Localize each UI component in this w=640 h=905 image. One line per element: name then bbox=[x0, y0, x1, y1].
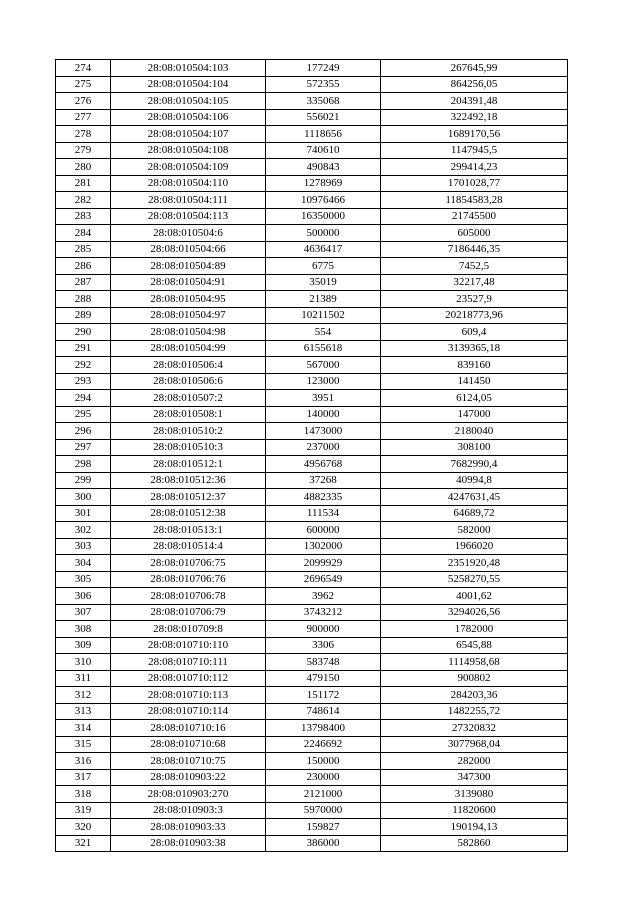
row-number-cell: 303 bbox=[56, 538, 111, 555]
cadastral-number-cell: 28:08:010504:95 bbox=[111, 291, 266, 308]
area-cell: 1118656 bbox=[266, 126, 381, 143]
area-cell: 35019 bbox=[266, 274, 381, 291]
table-row bbox=[56, 621, 568, 638]
area-cell: 554 bbox=[266, 324, 381, 341]
row-number-cell: 309 bbox=[56, 637, 111, 654]
value-cell: 21745500 bbox=[381, 208, 568, 225]
table-row bbox=[56, 373, 568, 390]
cadastral-number-cell: 28:08:010506:6 bbox=[111, 373, 266, 390]
area-cell: 21389 bbox=[266, 291, 381, 308]
value-cell: 23527,9 bbox=[381, 291, 568, 308]
value-cell: 7682990,4 bbox=[381, 456, 568, 473]
table-row bbox=[56, 819, 568, 836]
area-cell: 900000 bbox=[266, 621, 381, 638]
row-number-cell: 276 bbox=[56, 93, 111, 110]
row-number-cell: 300 bbox=[56, 489, 111, 506]
data-table bbox=[55, 59, 568, 852]
table-row bbox=[56, 654, 568, 671]
area-cell: 748614 bbox=[266, 703, 381, 720]
table-row bbox=[56, 769, 568, 786]
table-row bbox=[56, 670, 568, 687]
table-row bbox=[56, 93, 568, 110]
row-number-cell: 305 bbox=[56, 571, 111, 588]
row-number-cell: 302 bbox=[56, 522, 111, 539]
table-row bbox=[56, 720, 568, 737]
cadastral-number-cell: 28:08:010706:79 bbox=[111, 604, 266, 621]
cadastral-number-cell: 28:08:010510:3 bbox=[111, 439, 266, 456]
table-row bbox=[56, 76, 568, 93]
table-row bbox=[56, 274, 568, 291]
cadastral-number-cell: 28:08:010504:99 bbox=[111, 340, 266, 357]
value-cell: 1147945,5 bbox=[381, 142, 568, 159]
area-cell: 4882335 bbox=[266, 489, 381, 506]
cadastral-number-cell: 28:08:010706:76 bbox=[111, 571, 266, 588]
table-row bbox=[56, 423, 568, 440]
value-cell: 839160 bbox=[381, 357, 568, 374]
row-number-cell: 286 bbox=[56, 258, 111, 275]
value-cell: 284203,36 bbox=[381, 687, 568, 704]
value-cell: 6545,88 bbox=[381, 637, 568, 654]
table-row bbox=[56, 258, 568, 275]
cadastral-number-cell: 28:08:010504:98 bbox=[111, 324, 266, 341]
cadastral-number-cell: 28:08:010504:91 bbox=[111, 274, 266, 291]
value-cell: 3139080 bbox=[381, 786, 568, 803]
row-number-cell: 281 bbox=[56, 175, 111, 192]
row-number-cell: 316 bbox=[56, 753, 111, 770]
cadastral-number-cell: 28:08:010504:110 bbox=[111, 175, 266, 192]
value-cell: 190194,13 bbox=[381, 819, 568, 836]
value-cell: 4001,62 bbox=[381, 588, 568, 605]
value-cell: 1701028,77 bbox=[381, 175, 568, 192]
area-cell: 1302000 bbox=[266, 538, 381, 555]
row-number-cell: 283 bbox=[56, 208, 111, 225]
table-row bbox=[56, 588, 568, 605]
table-row bbox=[56, 802, 568, 819]
row-number-cell: 317 bbox=[56, 769, 111, 786]
cadastral-number-cell: 28:08:010504:108 bbox=[111, 142, 266, 159]
table-row bbox=[56, 241, 568, 258]
cadastral-number-cell: 28:08:010706:78 bbox=[111, 588, 266, 605]
cadastral-number-cell: 28:08:010504:103 bbox=[111, 60, 266, 77]
value-cell: 347300 bbox=[381, 769, 568, 786]
table-row bbox=[56, 175, 568, 192]
cadastral-number-cell: 28:08:010512:36 bbox=[111, 472, 266, 489]
area-cell: 140000 bbox=[266, 406, 381, 423]
row-number-cell: 294 bbox=[56, 390, 111, 407]
row-number-cell: 290 bbox=[56, 324, 111, 341]
cadastral-number-cell: 28:08:010903:33 bbox=[111, 819, 266, 836]
area-cell: 572355 bbox=[266, 76, 381, 93]
area-cell: 6155618 bbox=[266, 340, 381, 357]
value-cell: 1114958,68 bbox=[381, 654, 568, 671]
area-cell: 5970000 bbox=[266, 802, 381, 819]
cadastral-number-cell: 28:08:010504:89 bbox=[111, 258, 266, 275]
cadastral-number-cell: 28:08:010710:112 bbox=[111, 670, 266, 687]
row-number-cell: 301 bbox=[56, 505, 111, 522]
area-cell: 386000 bbox=[266, 835, 381, 852]
area-cell: 1278969 bbox=[266, 175, 381, 192]
row-number-cell: 278 bbox=[56, 126, 111, 143]
row-number-cell: 307 bbox=[56, 604, 111, 621]
value-cell: 11854583,28 bbox=[381, 192, 568, 209]
row-number-cell: 288 bbox=[56, 291, 111, 308]
row-number-cell: 319 bbox=[56, 802, 111, 819]
value-cell: 308100 bbox=[381, 439, 568, 456]
value-cell: 5258270,55 bbox=[381, 571, 568, 588]
row-number-cell: 315 bbox=[56, 736, 111, 753]
row-number-cell: 289 bbox=[56, 307, 111, 324]
value-cell: 40994,8 bbox=[381, 472, 568, 489]
table-row bbox=[56, 753, 568, 770]
row-number-cell: 310 bbox=[56, 654, 111, 671]
value-cell: 582000 bbox=[381, 522, 568, 539]
cadastral-number-cell: 28:08:010504:97 bbox=[111, 307, 266, 324]
value-cell: 3139365,18 bbox=[381, 340, 568, 357]
area-cell: 2696549 bbox=[266, 571, 381, 588]
area-cell: 13798400 bbox=[266, 720, 381, 737]
row-number-cell: 284 bbox=[56, 225, 111, 242]
cadastral-number-cell: 28:08:010710:68 bbox=[111, 736, 266, 753]
value-cell: 7452,5 bbox=[381, 258, 568, 275]
row-number-cell: 296 bbox=[56, 423, 111, 440]
value-cell: 204391,48 bbox=[381, 93, 568, 110]
value-cell: 32217,48 bbox=[381, 274, 568, 291]
table-row bbox=[56, 571, 568, 588]
cadastral-number-cell: 28:08:010504:66 bbox=[111, 241, 266, 258]
area-cell: 479150 bbox=[266, 670, 381, 687]
cadastral-number-cell: 28:08:010512:37 bbox=[111, 489, 266, 506]
area-cell: 740610 bbox=[266, 142, 381, 159]
table-row bbox=[56, 736, 568, 753]
area-cell: 123000 bbox=[266, 373, 381, 390]
area-cell: 6775 bbox=[266, 258, 381, 275]
area-cell: 151172 bbox=[266, 687, 381, 704]
table-row bbox=[56, 208, 568, 225]
cadastral-number-cell: 28:08:010504:111 bbox=[111, 192, 266, 209]
row-number-cell: 285 bbox=[56, 241, 111, 258]
table-row bbox=[56, 505, 568, 522]
value-cell: 1689170,56 bbox=[381, 126, 568, 143]
cadastral-number-cell: 28:08:010512:1 bbox=[111, 456, 266, 473]
table-row bbox=[56, 522, 568, 539]
table-row bbox=[56, 555, 568, 572]
row-number-cell: 314 bbox=[56, 720, 111, 737]
area-cell: 2099929 bbox=[266, 555, 381, 572]
row-number-cell: 279 bbox=[56, 142, 111, 159]
table-row bbox=[56, 687, 568, 704]
area-cell: 111534 bbox=[266, 505, 381, 522]
value-cell: 64689,72 bbox=[381, 505, 568, 522]
table-row bbox=[56, 538, 568, 555]
area-cell: 4956768 bbox=[266, 456, 381, 473]
area-cell: 500000 bbox=[266, 225, 381, 242]
value-cell: 3077968,04 bbox=[381, 736, 568, 753]
cadastral-number-cell: 28:08:010512:38 bbox=[111, 505, 266, 522]
area-cell: 2121000 bbox=[266, 786, 381, 803]
value-cell: 1782000 bbox=[381, 621, 568, 638]
cadastral-number-cell: 28:08:010710:110 bbox=[111, 637, 266, 654]
table-row bbox=[56, 456, 568, 473]
table-row bbox=[56, 159, 568, 176]
cadastral-number-cell: 28:08:010710:113 bbox=[111, 687, 266, 704]
table-row bbox=[56, 307, 568, 324]
area-cell: 3962 bbox=[266, 588, 381, 605]
value-cell: 1966020 bbox=[381, 538, 568, 555]
row-number-cell: 274 bbox=[56, 60, 111, 77]
value-cell: 1482255,72 bbox=[381, 703, 568, 720]
value-cell: 141450 bbox=[381, 373, 568, 390]
area-cell: 230000 bbox=[266, 769, 381, 786]
table-row bbox=[56, 126, 568, 143]
row-number-cell: 304 bbox=[56, 555, 111, 572]
area-cell: 177249 bbox=[266, 60, 381, 77]
row-number-cell: 320 bbox=[56, 819, 111, 836]
cadastral-number-cell: 28:08:010710:111 bbox=[111, 654, 266, 671]
area-cell: 1473000 bbox=[266, 423, 381, 440]
table-row bbox=[56, 225, 568, 242]
row-number-cell: 308 bbox=[56, 621, 111, 638]
cadastral-number-cell: 28:08:010903:3 bbox=[111, 802, 266, 819]
row-number-cell: 318 bbox=[56, 786, 111, 803]
value-cell: 6124,05 bbox=[381, 390, 568, 407]
value-cell: 299414,23 bbox=[381, 159, 568, 176]
row-number-cell: 299 bbox=[56, 472, 111, 489]
row-number-cell: 297 bbox=[56, 439, 111, 456]
table-row bbox=[56, 489, 568, 506]
value-cell: 864256,05 bbox=[381, 76, 568, 93]
row-number-cell: 321 bbox=[56, 835, 111, 852]
table-row bbox=[56, 357, 568, 374]
area-cell: 600000 bbox=[266, 522, 381, 539]
row-number-cell: 293 bbox=[56, 373, 111, 390]
table-body bbox=[56, 60, 568, 852]
cadastral-number-cell: 28:08:010504:113 bbox=[111, 208, 266, 225]
cadastral-number-cell: 28:08:010504:106 bbox=[111, 109, 266, 126]
cadastral-number-cell: 28:08:010903:22 bbox=[111, 769, 266, 786]
cadastral-number-cell: 28:08:010709:8 bbox=[111, 621, 266, 638]
area-cell: 3951 bbox=[266, 390, 381, 407]
cadastral-number-cell: 28:08:010710:75 bbox=[111, 753, 266, 770]
row-number-cell: 277 bbox=[56, 109, 111, 126]
area-cell: 2246692 bbox=[266, 736, 381, 753]
value-cell: 11820600 bbox=[381, 802, 568, 819]
area-cell: 10211502 bbox=[266, 307, 381, 324]
value-cell: 282000 bbox=[381, 753, 568, 770]
table-row bbox=[56, 439, 568, 456]
value-cell: 605000 bbox=[381, 225, 568, 242]
row-number-cell: 282 bbox=[56, 192, 111, 209]
cadastral-number-cell: 28:08:010507:2 bbox=[111, 390, 266, 407]
value-cell: 2351920,48 bbox=[381, 555, 568, 572]
table-row bbox=[56, 192, 568, 209]
row-number-cell: 292 bbox=[56, 357, 111, 374]
value-cell: 582860 bbox=[381, 835, 568, 852]
area-cell: 159827 bbox=[266, 819, 381, 836]
table-row bbox=[56, 60, 568, 77]
area-cell: 237000 bbox=[266, 439, 381, 456]
table-row bbox=[56, 835, 568, 852]
table-row bbox=[56, 142, 568, 159]
value-cell: 147000 bbox=[381, 406, 568, 423]
row-number-cell: 287 bbox=[56, 274, 111, 291]
cadastral-number-cell: 28:08:010903:38 bbox=[111, 835, 266, 852]
cadastral-number-cell: 28:08:010710:114 bbox=[111, 703, 266, 720]
cadastral-number-cell: 28:08:010504:105 bbox=[111, 93, 266, 110]
value-cell: 4247631,45 bbox=[381, 489, 568, 506]
table-row bbox=[56, 637, 568, 654]
cadastral-number-cell: 28:08:010504:104 bbox=[111, 76, 266, 93]
value-cell: 3294026,56 bbox=[381, 604, 568, 621]
value-cell: 7186446,35 bbox=[381, 241, 568, 258]
row-number-cell: 313 bbox=[56, 703, 111, 720]
table-row bbox=[56, 291, 568, 308]
cadastral-number-cell: 28:08:010504:109 bbox=[111, 159, 266, 176]
area-cell: 583748 bbox=[266, 654, 381, 671]
area-cell: 37268 bbox=[266, 472, 381, 489]
table-row bbox=[56, 472, 568, 489]
cadastral-number-cell: 28:08:010506:4 bbox=[111, 357, 266, 374]
area-cell: 150000 bbox=[266, 753, 381, 770]
row-number-cell: 295 bbox=[56, 406, 111, 423]
value-cell: 267645,99 bbox=[381, 60, 568, 77]
table-row bbox=[56, 324, 568, 341]
table-row bbox=[56, 604, 568, 621]
area-cell: 556021 bbox=[266, 109, 381, 126]
area-cell: 3743212 bbox=[266, 604, 381, 621]
area-cell: 10976466 bbox=[266, 192, 381, 209]
area-cell: 490843 bbox=[266, 159, 381, 176]
area-cell: 335068 bbox=[266, 93, 381, 110]
value-cell: 900802 bbox=[381, 670, 568, 687]
cadastral-number-cell: 28:08:010504:6 bbox=[111, 225, 266, 242]
value-cell: 609,4 bbox=[381, 324, 568, 341]
value-cell: 20218773,96 bbox=[381, 307, 568, 324]
value-cell: 322492,18 bbox=[381, 109, 568, 126]
row-number-cell: 311 bbox=[56, 670, 111, 687]
table-row bbox=[56, 703, 568, 720]
row-number-cell: 306 bbox=[56, 588, 111, 605]
table-row bbox=[56, 340, 568, 357]
table-row bbox=[56, 786, 568, 803]
row-number-cell: 275 bbox=[56, 76, 111, 93]
row-number-cell: 291 bbox=[56, 340, 111, 357]
row-number-cell: 298 bbox=[56, 456, 111, 473]
area-cell: 16350000 bbox=[266, 208, 381, 225]
cadastral-number-cell: 28:08:010510:2 bbox=[111, 423, 266, 440]
cadastral-number-cell: 28:08:010710:16 bbox=[111, 720, 266, 737]
table-row bbox=[56, 390, 568, 407]
area-cell: 4636417 bbox=[266, 241, 381, 258]
cadastral-number-cell: 28:08:010508:1 bbox=[111, 406, 266, 423]
row-number-cell: 280 bbox=[56, 159, 111, 176]
row-number-cell: 312 bbox=[56, 687, 111, 704]
cadastral-number-cell: 28:08:010513:1 bbox=[111, 522, 266, 539]
table-row bbox=[56, 109, 568, 126]
area-cell: 3306 bbox=[266, 637, 381, 654]
cadastral-number-cell: 28:08:010903:270 bbox=[111, 786, 266, 803]
value-cell: 27320832 bbox=[381, 720, 568, 737]
cadastral-number-cell: 28:08:010504:107 bbox=[111, 126, 266, 143]
cadastral-number-cell: 28:08:010706:75 bbox=[111, 555, 266, 572]
area-cell: 567000 bbox=[266, 357, 381, 374]
value-cell: 2180040 bbox=[381, 423, 568, 440]
table-row bbox=[56, 406, 568, 423]
cadastral-number-cell: 28:08:010514:4 bbox=[111, 538, 266, 555]
